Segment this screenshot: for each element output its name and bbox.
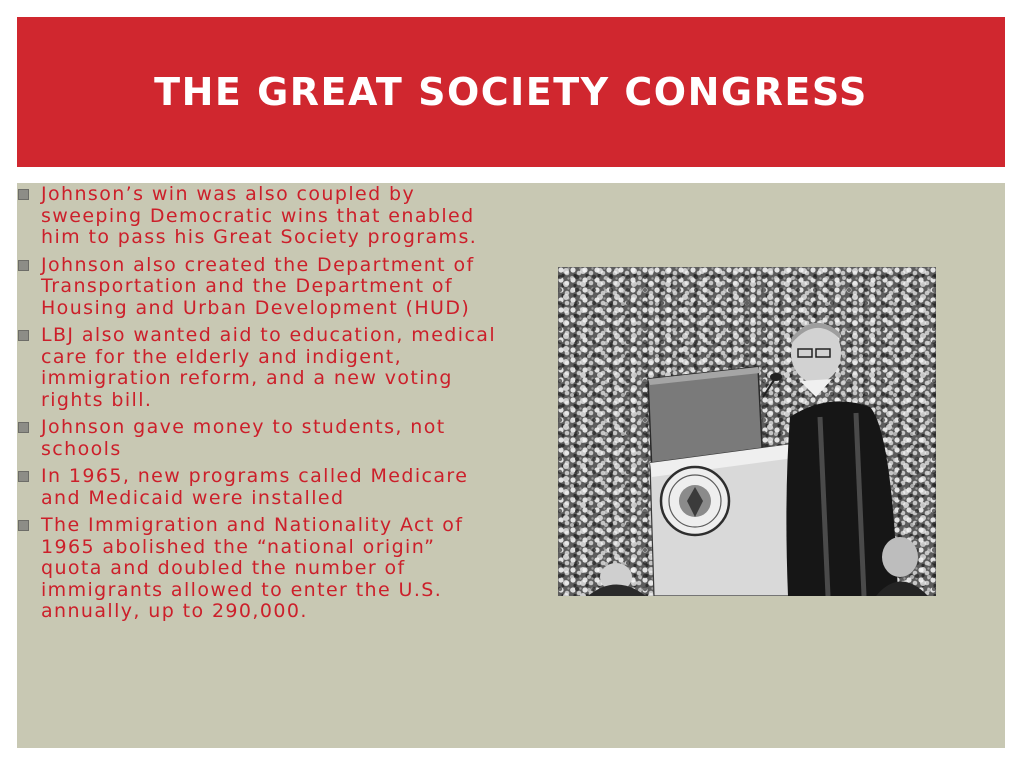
square-bullet-icon bbox=[18, 189, 29, 200]
bullet-text: Johnson’s win was also coupled by sweeping Democratic wins that enabled him to pass his Great Society programs. bbox=[41, 183, 478, 248]
content-panel bbox=[17, 183, 1005, 748]
square-bullet-icon bbox=[18, 520, 29, 531]
title-banner bbox=[17, 17, 1005, 167]
bullet-text: In 1965, new programs called Medicare and Medicaid were installed bbox=[41, 465, 469, 509]
bullet-text: Johnson gave money to students, not schools bbox=[41, 416, 446, 460]
bullet-text: LBJ also wanted aid to education, medical care for the elderly and indigent, immigration reform, and a new voting rights bill. bbox=[41, 324, 497, 411]
lbj-speech-photo bbox=[558, 267, 936, 596]
bullet-text: Johnson also created the Department of Transportation and the Department of Housing and Urban Development (HUD) bbox=[41, 253, 475, 319]
list-item bbox=[17, 184, 497, 249]
list-item bbox=[17, 466, 497, 509]
list-item bbox=[17, 325, 497, 411]
bullet-list bbox=[17, 183, 497, 629]
list-item bbox=[17, 255, 497, 320]
list-item bbox=[17, 515, 497, 623]
bullet-text: The Immigration and Nationality Act of 1965 abolished the “national origin” quota and doubled the number of immigrants allowed to enter the U.S. annually, up to 290,000. bbox=[41, 514, 464, 622]
square-bullet-icon bbox=[18, 422, 29, 433]
list-item bbox=[17, 417, 497, 460]
square-bullet-icon bbox=[18, 471, 29, 482]
square-bullet-icon bbox=[18, 330, 29, 341]
square-bullet-icon bbox=[18, 260, 29, 271]
slide-title: THE GREAT SOCIETY CONGRESS bbox=[154, 70, 868, 114]
